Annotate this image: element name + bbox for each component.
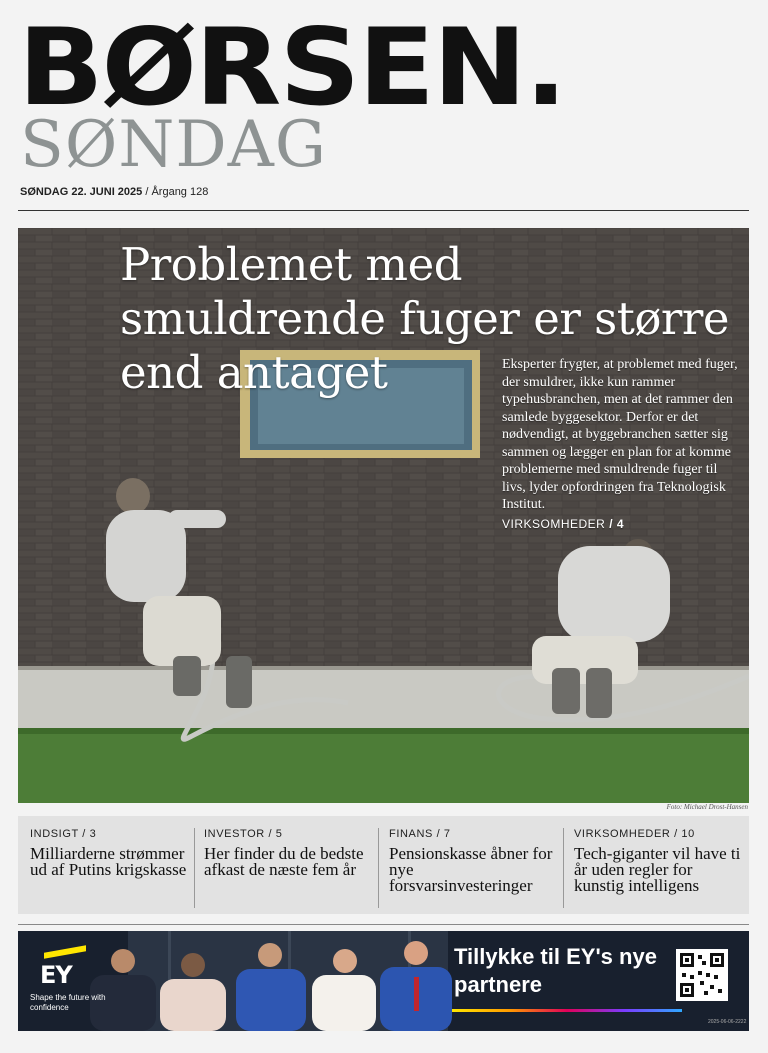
masthead-title: BØRSEN.: [18, 6, 566, 129]
ey-logo: EY: [40, 961, 72, 989]
teaser-kicker: INVESTOR / 5: [204, 828, 283, 840]
issue-date: SØNDAG 22. JUNI 2025: [20, 186, 143, 198]
divider-bottom: [18, 924, 749, 925]
qr-code-icon[interactable]: [676, 949, 728, 1001]
ad-code: 2025-06-06-2222: [708, 1019, 747, 1025]
lead-section-ref[interactable]: [502, 516, 742, 534]
advertisement-banner[interactable]: [18, 931, 749, 1031]
photo-credit: Foto: Michael Drost-Hansen: [666, 803, 748, 811]
masthead-subtitle: SØNDAG: [20, 108, 327, 182]
teaser-item[interactable]: [377, 816, 562, 914]
lead-headline[interactable]: Problemet med smuldrende fuger er større end antaget: [120, 238, 730, 399]
teaser-kicker: INDSIGT / 3: [30, 828, 97, 840]
lead-page: / 4: [609, 516, 625, 531]
issue-volume: / Årgang 128: [145, 186, 209, 198]
teaser-title[interactable]: Tech-giganter vil have ti år uden regler for kunstig intelligens: [574, 844, 741, 895]
teaser-kicker: VIRKSOMHEDER / 10: [574, 828, 695, 840]
lead-story[interactable]: [18, 228, 749, 803]
teaser-strip: [18, 816, 749, 914]
ey-tagline: Shape the future with confidence: [30, 993, 106, 1012]
teaser-title[interactable]: Pensionskasse åbner for nye forsvarsinvesteringer: [389, 844, 553, 895]
lead-section: VIRKSOMHEDER: [502, 516, 606, 531]
ad-stripe: [452, 1009, 682, 1012]
lead-deck: [502, 356, 742, 533]
qr-pattern: [676, 949, 728, 1001]
ad-headline[interactable]: Tillykke til EY's nye partnere: [454, 944, 657, 997]
dateline: [20, 186, 208, 198]
teaser-title[interactable]: Milliarderne strømmer ud af Putins krigskasse: [30, 844, 187, 879]
divider-top: [18, 210, 749, 211]
teaser-kicker: FINANS / 7: [389, 828, 451, 840]
teaser-title[interactable]: Her finder du de bedste afkast de næste fem år: [204, 844, 364, 879]
teaser-item[interactable]: [562, 816, 749, 914]
lead-deck-text: Eksperter frygter, at problemet med fuger, der smuldrer, ikke kun rammer typehusbranchen, men at det rammer den samlede byggesektor. Derfor er det nødvendigt, at byggebranchen sætter sig sammen og lægger en plan for at komme problemerne med smuldrende fuger til livs, lyder opfordringen fra Teknologisk Institut.: [502, 357, 738, 512]
teaser-item[interactable]: [192, 816, 376, 914]
teaser-item[interactable]: [18, 816, 194, 914]
